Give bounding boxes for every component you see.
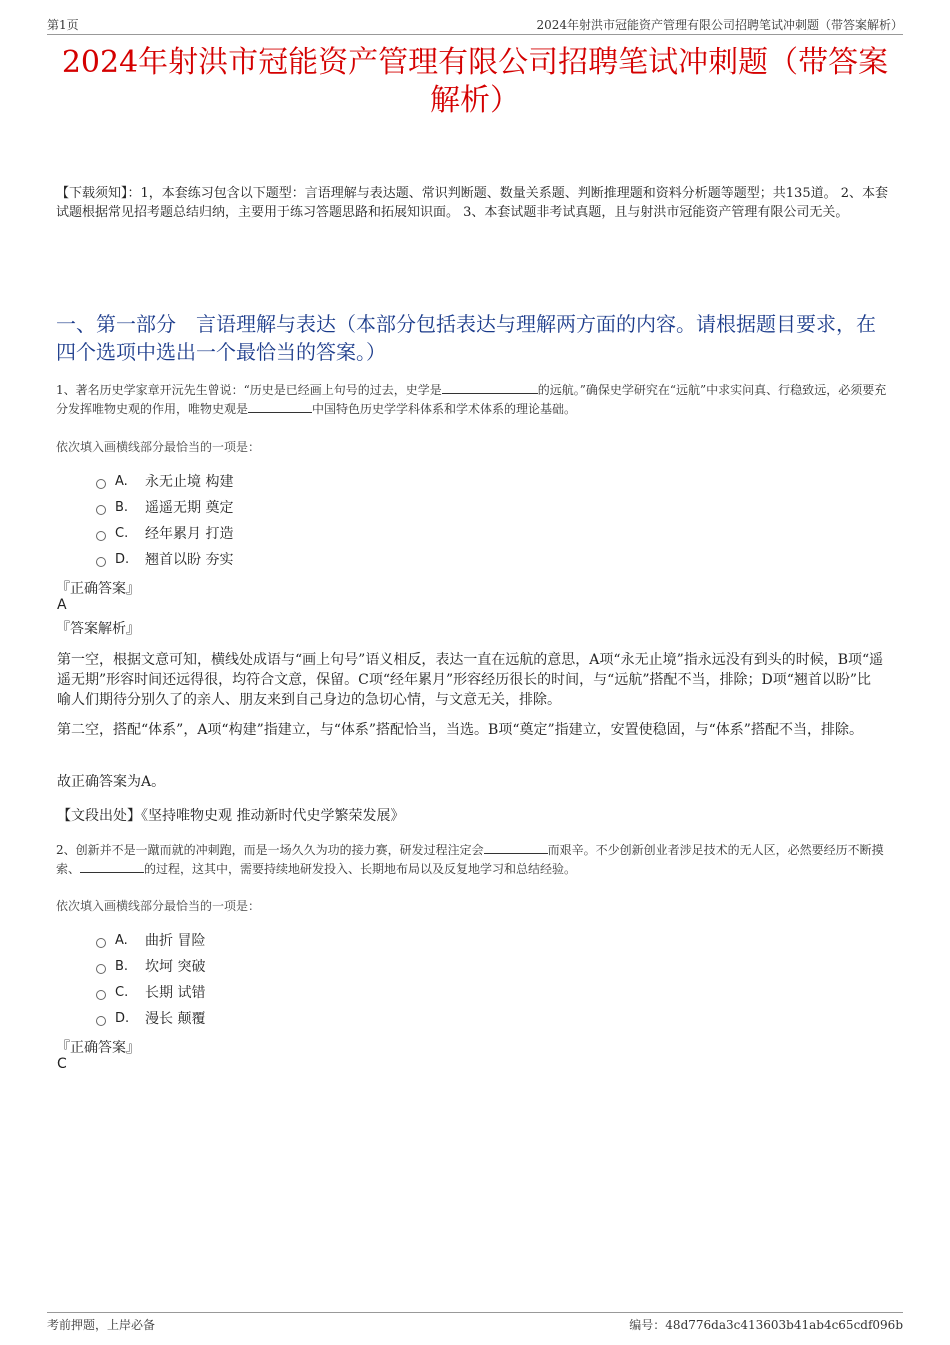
text-source: 【文段出处】《坚持唯物史观 推动新时代史学繁荣发展》 bbox=[57, 808, 405, 824]
option-b[interactable]: B. 坎坷 突破 bbox=[96, 953, 205, 979]
footer-document-id: 编号：48d776da3c413603b41ab4c65cdf096b bbox=[629, 1318, 903, 1332]
option-b[interactable]: B. 遥遥无期 奠定 bbox=[96, 494, 233, 520]
question-2-instruction: 依次填入画横线部分最恰当的一项是： bbox=[56, 899, 261, 913]
fill-blank bbox=[442, 381, 538, 394]
fill-blank bbox=[80, 860, 144, 873]
radio-icon[interactable] bbox=[96, 479, 106, 489]
question-2-options bbox=[96, 927, 205, 1031]
fill-blank bbox=[484, 841, 548, 854]
question-2-text-a: 2、创新并不是一蹴而就的冲刺跑，而是一场久久为功的接力赛，研发过程注定会 bbox=[56, 843, 484, 857]
question-1-stem bbox=[56, 381, 894, 419]
question-1-options bbox=[96, 468, 233, 572]
option-d[interactable]: D. 漫长 颠覆 bbox=[96, 1005, 205, 1031]
question-2-text-b: 而艰辛。不少创新创业者涉足技术的无人区，必然要经历不断摸索、 bbox=[56, 843, 884, 876]
fill-blank bbox=[248, 400, 312, 413]
analysis-paragraph: 第一空，根据文意可知，横线处成语与“画上句号”语义相反，表达一直在远航的意思，A项“永无止境”指永远没有到头的时候，B项“遥遥无期”形容时间还远得很，均符合文意，保留。C项“经年累月”形容经历很长的时间，与“远航”搭配不当，排除；D项“翘首以盼”比喻人们期待分别久了的亲人、朋友来到自己身边的急切心情，与文意无关，排除。 bbox=[57, 652, 884, 708]
correct-answer-label: 『正确答案』 bbox=[56, 581, 140, 597]
radio-icon[interactable] bbox=[96, 964, 106, 974]
option-c[interactable]: C. 长期 试错 bbox=[96, 979, 205, 1005]
analysis-conclusion: 故正确答案为A。 bbox=[57, 774, 166, 790]
footer-slogan: 考前押题，上岸必备 bbox=[47, 1318, 156, 1332]
radio-icon[interactable] bbox=[96, 938, 106, 948]
radio-icon[interactable] bbox=[96, 505, 106, 515]
question-2-stem bbox=[56, 841, 894, 879]
option-c[interactable]: C. 经年累月 打造 bbox=[96, 520, 233, 546]
correct-answer: C bbox=[57, 1056, 67, 1072]
section-heading: 一、第一部分 言语理解与表达（本部分包括表达与理解两方面的内容。请根据题目要求，在四个选项中选出一个最恰当的答案。） bbox=[56, 312, 876, 364]
radio-icon[interactable] bbox=[96, 557, 106, 567]
question-1-text-b: 的远航。”确保史学研究在“远航”中求实问真、行稳致远，必须要充分发挥唯物史观的作用，唯物史观是 bbox=[56, 383, 887, 416]
document-title: 2024年射洪市冠能资产管理有限公司招聘笔试冲刺题（带答案解析） bbox=[61, 45, 889, 118]
page-footer bbox=[47, 1312, 903, 1332]
option-a[interactable]: A. 永无止境 构建 bbox=[96, 468, 233, 494]
question-1-text-c: 中国特色历史学学科体系和学术体系的理论基础。 bbox=[312, 402, 577, 416]
download-notice: 【下载须知】：1，本套练习包含以下题型：言语理解与表达题、常识判断题、数量关系题、判断推理题和资料分析题等题型；共135道。 2、本套试题根据常见招考题总结归纳，主要用于练习答题思路和拓展知识面。 3、本套试题非考试真题，且与射洪市冠能资产管理有限公司无关。 bbox=[56, 186, 888, 220]
page-header bbox=[47, 14, 903, 35]
radio-icon[interactable] bbox=[96, 990, 106, 1000]
analysis-label: 『答案解析』 bbox=[56, 621, 140, 637]
question-1-instruction: 依次填入画横线部分最恰当的一项是： bbox=[56, 440, 261, 454]
page-number: 第1页 bbox=[47, 18, 79, 32]
correct-answer: A bbox=[57, 597, 67, 613]
header-doc-title: 2024年射洪市冠能资产管理有限公司招聘笔试冲刺题（带答案解析） bbox=[536, 18, 903, 32]
radio-icon[interactable] bbox=[96, 531, 106, 541]
correct-answer-label: 『正确答案』 bbox=[56, 1040, 140, 1056]
question-1-text-a: 1、著名历史学家章开沅先生曾说：“历史是已经画上句号的过去，史学是 bbox=[56, 383, 442, 397]
analysis-paragraph: 第二空，搭配“体系”，A项“构建”指建立，与“体系”搭配恰当，当选。B项“奠定”指建立，安置使稳固，与“体系”搭配不当，排除。 bbox=[57, 722, 863, 738]
option-d[interactable]: D. 翘首以盼 夯实 bbox=[96, 546, 233, 572]
radio-icon[interactable] bbox=[96, 1016, 106, 1026]
question-2-text-c: 的过程，这其中，需要持续地研发投入、长期地布局以及反复地学习和总结经验。 bbox=[144, 862, 577, 876]
option-a[interactable]: A. 曲折 冒险 bbox=[96, 927, 205, 953]
